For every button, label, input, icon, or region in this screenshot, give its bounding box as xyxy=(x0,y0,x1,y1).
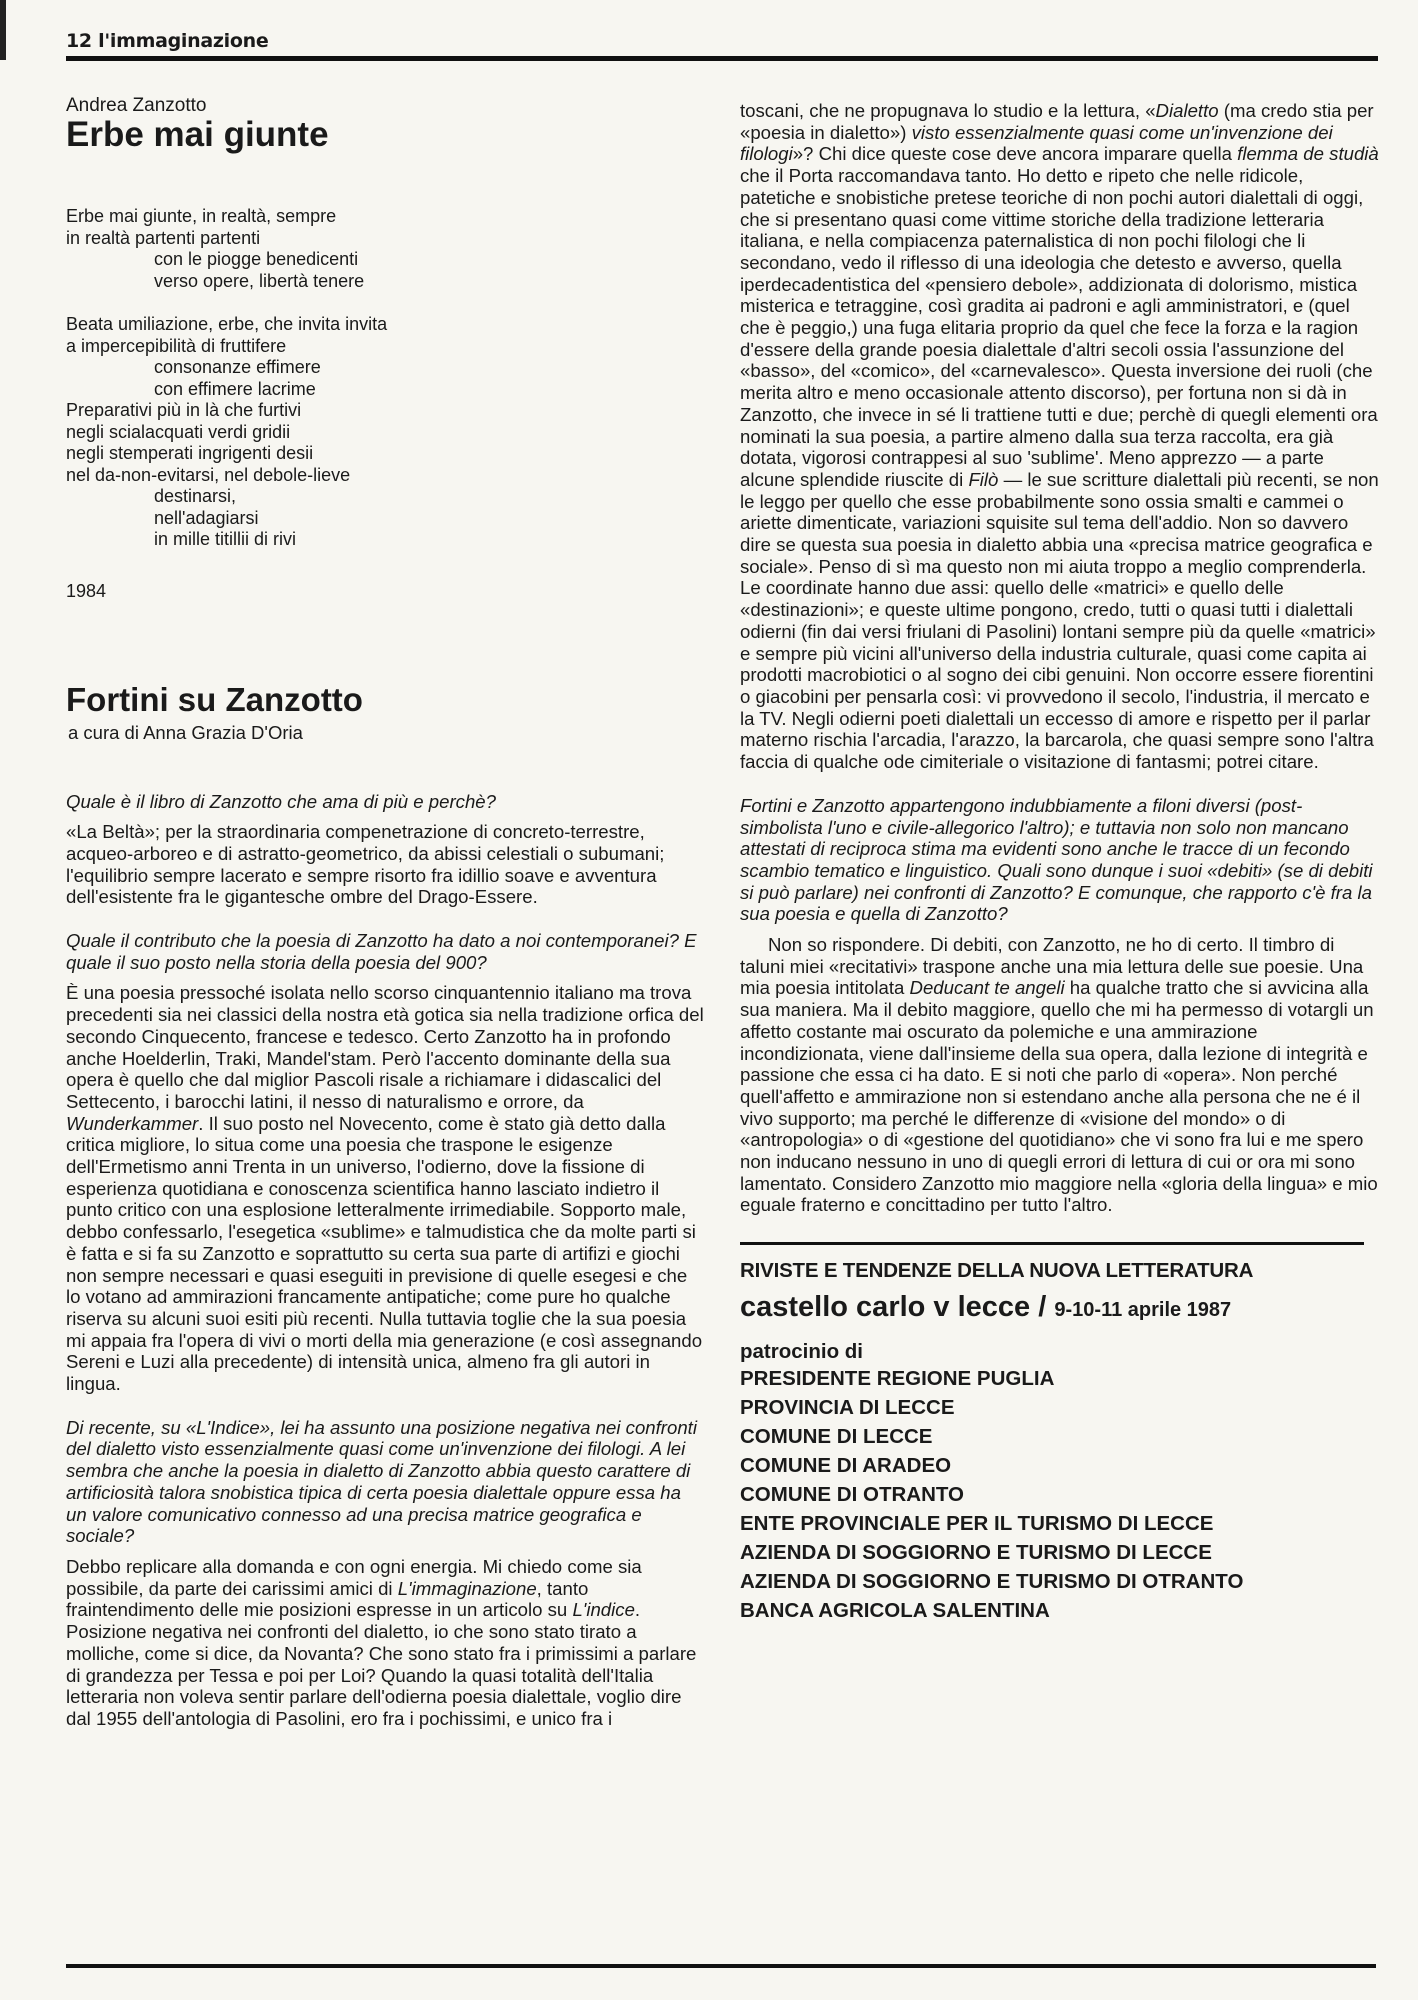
patron-item: COMUNE DI LECCE xyxy=(740,1425,933,1449)
answer-italic-term: L'immaginazione xyxy=(397,1577,537,1599)
patron-item: ENTE PROVINCIALE PER IL TURISMO DI LECCE xyxy=(740,1512,1214,1536)
poem-year: 1984 xyxy=(66,580,107,601)
answer-text: . Il suo posto nel Novecento, come è stato già detto dalla critica migliore, lo situa come una poesia che traspone le esigenze dell'Ermetismo anni Trenta in un universo, l'odierno, dove la fissione di esperienza quotidiana e conoscenza scientifica hanno lasciato indietro il punto critico con una esplosione letteralmente irrimediabile. Sopporto male, debbo confessarlo, l'esegetica «sublime» e talmudistica che da molte parti si è fatta e si fa su Zanzotto e soprattutto su certa sua parte di artifizi e giochi non sempre necessari e quasi eseguiti in previsione di quelle esegesi e che lo votano ad ammirazioni francamente antipatiche; come pure ho qualche riserva su alcuni suoi esiti più recenti. Nulla tuttavia toglie che la sua poesia mi appaia fra l'opera di vivi o morti della mia generazione (e così assegnando Sereni e Luzi alla precedente) di intensità unica, almeno fra gli autori in lingua. xyxy=(66,1112,703,1395)
answer-italic-term: L'indice xyxy=(572,1599,635,1621)
interview-answer-1: «La Beltà»; per la straordinaria compenetrazione di concreto-terrestre, acqueo-arboreo e di astratto-geometrico, da abissi celestiali o subumani; l'equilibrio sempre lacerato e sempre risorto fra idillio soave e avventura dell'esistente fra le gigantesche ombre del Drago-Essere. xyxy=(66,821,665,908)
poem-line: nell'adagiarsi xyxy=(154,507,259,528)
answer-text: Debbo replicare alla domanda e con ogni energia. Mi chiedo come sia possibile, da parte dei carissimi amici di xyxy=(66,1556,642,1599)
page-number: 12 xyxy=(66,30,92,52)
interview-question-1: Quale è il libro di Zanzotto che ama di più e perchè? xyxy=(66,790,496,812)
footer-rule xyxy=(66,1964,1376,1968)
left-column xyxy=(66,96,706,1730)
answer-text: (ma credo stia per «poesia in dialetto») xyxy=(740,100,1374,143)
poem-line: nel da-non-evitarsi, nel debole-lieve xyxy=(66,464,351,485)
interview-answer-3-part-a xyxy=(66,1556,706,1730)
answer-italic-term: Wunderkammer xyxy=(66,1112,199,1134)
patron-list xyxy=(740,1364,1380,1625)
poem-line: destinarsi, xyxy=(154,486,237,506)
header-rule xyxy=(66,56,1378,61)
page-edge-shadow xyxy=(0,0,6,60)
answer-italic-term: Filò xyxy=(968,468,999,490)
poem-body xyxy=(66,206,706,551)
running-head xyxy=(66,30,268,52)
poem-line: Beata umiliazione, erbe, che invita invita xyxy=(66,314,388,334)
patron-item: AZIENDA DI SOGGIORNO E TURISMO DI LECCE xyxy=(740,1541,1212,1565)
answer-text: che il Porta raccomandava tanto. Ho detto e ripeto che nelle ridicole, patetiche e snobistiche pretese teoriche di non pochi autori dialettali di oggi, che si presentano quasi come vittime storiche della tradizione letteraria italiana, e nella compiacenza paternalistica di non pochi filologi che li secondano, vedo il riflesso di una ideologia che detesto e avverso, quella iperdecadentistica del «pensiero debole», addizionata di dolorismo, mistica misterica e tetraggine, così gradita ai padroni e agli amministratori, e (quel che è peggio,) una fuga elitaria proprio da quel che fece la forza e la ragion d'essere della grande poesia dialettale d'altri secoli ossia l'assunzione del «basso», del «comico», del «carnevalesco». Questa inversione dei ruoli (che merita altro e meno occasionale attento discorso), per fortuna non si dà in Zanzotto, che invece in sé li trattiene tutti e due; perchè di quegli elementi ora nominati la sua poesia, a partire almeno dalla sua terza raccolta, era già dotata, vigorosi contrappesi al suo 'sublime'. Meno apprezzo — a parte alcune splendide riuscite di xyxy=(740,165,1378,490)
event-location: castello carlo v lecce / xyxy=(740,1291,1047,1324)
poem-line: in realtà partenti partenti xyxy=(66,227,261,248)
poem-line: negli scialacquati verdi gridii xyxy=(66,421,291,442)
poem-line: verso opere, libertà tenere xyxy=(154,270,365,291)
interview-question-4: Fortini e Zanzotto appartengono indubbiamente a filoni diversi (post-simbolista l'uno e civile-allegorico l'altro); e tuttavia non solo non mancano attestati di reciproca stima ma evidenti sono anche le tracce di un fecondo scambio tematico e linguistico. Quali sono dunque i suoi «debiti» (se di debiti si può parlare) nei confronti di Zanzotto? E comunque, che rapporto c'è fra la sua poesia e quella di Zanzotto? xyxy=(740,794,1373,925)
patronage-label: patrocinio di xyxy=(740,1340,863,1364)
event-patronage xyxy=(740,1340,1380,1625)
poem-line: in mille titillii di rivi xyxy=(154,529,297,549)
article-title: Fortini su Zanzotto xyxy=(66,680,363,718)
poem-line: con effimere lacrime xyxy=(154,378,316,399)
patron-item: COMUNE DI OTRANTO xyxy=(740,1483,964,1507)
poem-line: Erbe mai giunte, in realtà, sempre xyxy=(66,206,337,226)
stanza-break xyxy=(66,292,706,314)
patron-item: PROVINCIA DI LECCE xyxy=(740,1396,955,1420)
right-column xyxy=(740,100,1380,1625)
answer-italic-term: Dialetto xyxy=(1155,100,1219,121)
answer-text: . Posizione negativa nei confronti del dialetto, io che sono stato tirato a molliche, come si dice, da Novanta? Che sono stato fra i primissimi a parlare di grandezza per Tessa e poi per Loi? Quando la quasi totalità dell'Italia letteraria non voleva sentir parlare dell'odierna poesia dialettale, voglio dire dal 1955 dell'antologia di Pasolini, ero fra i pochissimi, e unico fra i xyxy=(66,1599,697,1729)
answer-text: — le sue scritture dialettali più recenti, se non le leggo per quello che esse probabilmente sono ossia smalti e cammei o ariette dimenticate, variazioni squisite sul tema dell'addio. Non so davvero dire se questa sua poesia in dialetto abbia una «precisa matrice geografica e sociale». Penso di sì ma questo non mi aiuta troppo a meglio comprenderla. Le coordinate hanno due assi: quello delle «matrici» e quello delle «destinazioni»; e queste ultime pongono, credo, tutti o quasi tutti i dialettali odierni (fin dai versi friulani di Pasolini) lontani sempre più da quelle «matrici» e sempre più vicini all'universo della industria culturale, quasi come capita ai prodotti macrobiotici o al sogno dei cibi genuini. Non occorre essere fiorentini o giacobini per pensarla così: vi provvedono il secolo, l'industria, il mercato e la TV. Negli odierni poeti dialettali un eccesso di amore e rispetto per il parlar materno rischia l'arcadia, l'arazzo, la barcarola, che quasi sempre sono l'altra faccia di qualche ode cimiteriale o visitazione di fantasmi; potrei citare. xyxy=(740,468,1379,773)
patron-item: COMUNE DI ARADEO xyxy=(740,1454,952,1478)
patron-item: BANCA AGRICOLA SALENTINA xyxy=(740,1599,1050,1623)
publication-name: l'immaginazione xyxy=(98,30,269,52)
article-byline: a cura di Anna Grazia D'Oria xyxy=(68,721,303,743)
interview-question-2: Quale il contributo che la poesia di Zanzotto ha dato a noi contemporanei? E quale il suo posto nella storia della poesia del 900? xyxy=(66,930,697,973)
event-venue xyxy=(740,1291,1380,1324)
poem-line: a impercepibilità di fruttifere xyxy=(66,335,287,356)
poem-line: consonanze effimere xyxy=(154,357,321,377)
answer-italic-term: flemma de studià xyxy=(1237,143,1379,165)
poem-title: Erbe mai giunte xyxy=(66,115,329,154)
event-series-title: RIVISTE E TENDENZE DELLA NUOVA LETTERATURA xyxy=(740,1259,1254,1283)
interview-answer-2 xyxy=(66,982,706,1394)
answer-text: toscani, che ne propugnava lo studio e la lettura, « xyxy=(740,100,1156,121)
patron-item: AZIENDA DI SOGGIORNO E TURISMO DI OTRANTO xyxy=(740,1570,1244,1594)
interview-answer-4 xyxy=(740,934,1380,1216)
answer-text: È una poesia pressoché isolata nello scorso cinquantennio italiano ma trova precedenti sia nei classici della nostra età gotica sia nella tradizione orfica del secondo Cinquecento, francese e tedesco. Certo Zanzotto ha in profondo anche Hoelderlin, Traki, Mandel'stam. Però l'accento dominante della sua opera è quello che dal miglior Pascoli risale a richiamare i didascalici del Settecento, i barocchi latini, il nesso di naturalismo e orrore, da xyxy=(66,982,704,1112)
poem-line: negli stemperati ingrigenti desii xyxy=(66,443,314,463)
answer-italic-title: Deducant te angeli xyxy=(909,977,1065,999)
answer-italic-term: visto essenzialmente quasi come un'invenzione dei filologi xyxy=(740,121,1333,165)
interview-question-3: Di recente, su «L'Indice», lei ha assunto una posizione negativa nei confronti del dialetto visto essenzialmente quasi come un'invenzione dei filologi. A lei sembra che anche la poesia in dialetto di Zanzotto abbia questo carattere di artificiosità talora snobistica tipica di certa poesia dialettale oppure essa ha un valore comunicativo connesso ad una precisa matrice geografica e sociale? xyxy=(66,1416,697,1547)
answer-text: Non so rispondere. Di debiti, con Zanzotto, ne ho di certo. Il timbro di taluni miei «recitativi» traspone anche una mia lettura delle sue poesie. Una mia poesia intitolata xyxy=(740,934,1364,999)
answer-text: »? Chi dice queste cose deve ancora imparare quella xyxy=(792,143,1238,165)
poem-line: con le piogge benedicenti xyxy=(154,249,359,269)
interview-answer-3-part-b xyxy=(740,100,1380,773)
patron-item: PRESIDENTE REGIONE PUGLIA xyxy=(740,1367,1055,1391)
event-dates: 9-10-11 aprile 1987 xyxy=(1054,1299,1232,1322)
poem-author: Andrea Zanzotto xyxy=(66,95,207,116)
answer-text: ha qualche tratto che si avvicina alla sua maniera. Ma il debito maggiore, quello che mi ha permesso di votargli un affetto costante mai oscurato da polemiche e una ammirazione incondizionata, viene dall'insieme della sua opera, dalla lezione di integrità e passione che essa ci ha dato. E si noti che parlo di «opera». Non perché quell'affetto e ammirazione non si estendano anche alla persona che ne é il vivo supporto; ma perché le differenze di «visione del mondo» o di «antropologia» o di «gestione del quotidiano» che vi sono fra lui e me spero non inducano nessuno in uno di quegli errori di lettura di cui or ora mi sono lamentato. Considero Zanzotto mio maggiore nella «gloria della lingua» e mio eguale fraterno e concittadino per tutto l'altro. xyxy=(740,977,1378,1216)
poem-line: Preparativi più in là che furtivi xyxy=(66,400,302,420)
answer-text: , tanto fraintendimento delle mie posizioni espresse in un articolo su xyxy=(66,1577,589,1621)
event-divider xyxy=(740,1242,1364,1245)
